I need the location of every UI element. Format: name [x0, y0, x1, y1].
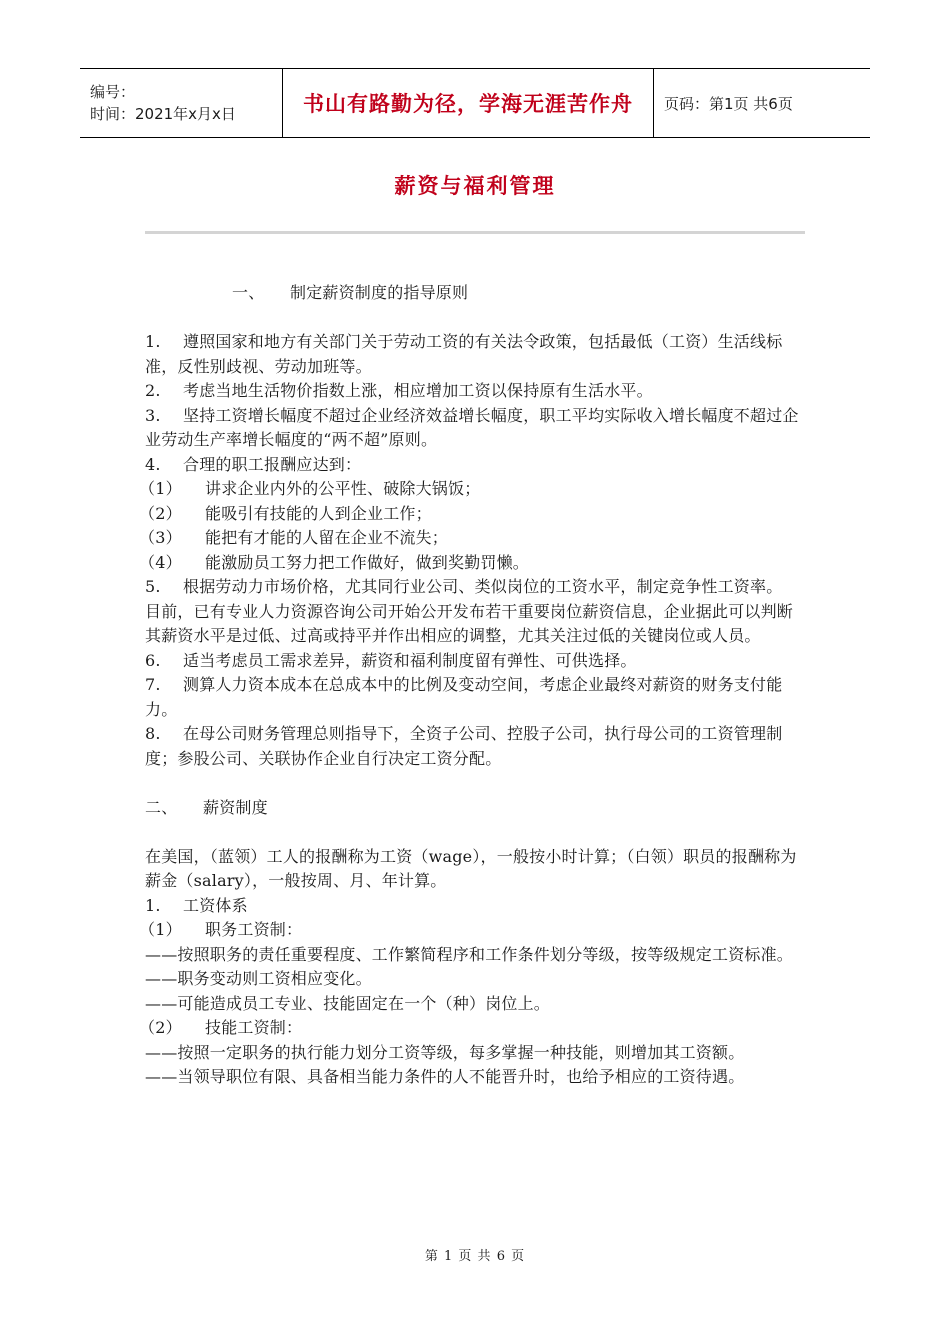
list-item: 7. 测算人力资本成本在总成本中的比例及变动空间，考虑企业最终对薪资的财务支付能力。	[145, 675, 783, 719]
list-item: 1. 遵照国家和地方有关部门关于劳动工资的有关法令政策，包括最低（工资）生活线标准，反性别歧视、劳动加班等。	[145, 332, 783, 376]
dash-line: ——按照职务的责任重要程度、工作繁简程序和工作条件划分等级，按等级规定工资标准。	[145, 944, 794, 964]
dash-line: ——当领导职位有限、具备相当能力条件的人不能晋升时，也给予相应的工资待遇。	[145, 1067, 745, 1086]
section-number: 一、	[232, 283, 265, 302]
page-footer: 第 1 页 共 6 页	[424, 1249, 526, 1264]
list-item: 5. 根据劳动力市场价格，尤其同行业公司、类似岗位的工资水平，制定竞争性工资率。	[145, 577, 783, 596]
list-item: 3. 坚持工资增长幅度不超过企业经济效益增长幅度，职工平均实际收入增长幅度不超过企业劳动生产率增长幅度的“两不超”原则。	[145, 405, 799, 449]
title-divider	[145, 231, 805, 234]
sub-list-item: （1） 讲求企业内外的公平性、破除大锅饭；	[139, 479, 481, 498]
document-body	[139, 281, 800, 1090]
sub-list-item: （4） 能激励员工努力把工作做好，做到奖勤罚懒。	[139, 552, 530, 572]
document-time-label: 时间：2021年x月x日	[90, 105, 236, 123]
header-motto: 书山有路勤为径，学海无涯苦作舟	[282, 69, 654, 137]
list-item: 8. 在母公司财务管理总则指导下，全资子公司、控股子公司，执行母公司的工资管理制度；参股公司、关联协作企业自行决定工资分配。	[145, 724, 783, 768]
list-item: 2. 考虑当地生活物价指数上涨，相应增加工资以保持原有生活水平。	[145, 381, 653, 400]
list-item: 6. 适当考虑员工需求差异，薪资和福利制度留有弹性、可供选择。	[145, 650, 637, 670]
intro-paragraph: 在美国，（蓝领）工人的报酬称为工资（wage），一般按小时计算；（白领）职员的报酬称为薪金（salary），一般按周、月、年计算。	[145, 846, 797, 890]
sub-list-item: （2） 技能工资制：	[139, 1018, 303, 1037]
document-number-label: 编号：	[90, 83, 136, 101]
section-number: 二、	[145, 797, 178, 817]
section-heading-2	[145, 796, 800, 821]
sub-list-item: （1） 职务工资制：	[139, 920, 303, 939]
list-item: 4. 合理的职工报酬应达到：	[145, 454, 362, 474]
dash-line: ——可能造成员工专业、技能固定在一个（种）岗位上。	[145, 993, 551, 1013]
section-title: 制定薪资制度的指导原则	[290, 283, 469, 302]
list-item: 1. 工资体系	[145, 895, 248, 915]
header-table	[80, 68, 870, 138]
header-page-info: 页码：第1页 共6页	[664, 94, 793, 113]
note-paragraph: 目前，已有专业人力资源咨询公司开始公开发布若干重要岗位薪资信息，企业据此可以判断其薪资水平是过低、过高或持平并作出相应的调整，尤其关注过低的关键岗位或人员。	[145, 601, 794, 645]
sub-list-item: （2） 能吸引有技能的人到企业工作；	[139, 503, 432, 523]
dash-line: ——职务变动则工资相应变化。	[145, 969, 372, 988]
dash-line: ——按照一定职务的执行能力划分工资等级，每多掌握一种技能，则增加其工资额。	[145, 1042, 745, 1062]
header-meta-cell	[80, 69, 282, 137]
section-heading-1	[145, 281, 800, 306]
section-title: 薪资制度	[203, 797, 268, 817]
document-title: 薪资与福利管理	[394, 174, 556, 198]
sub-list-item: （3） 能把有才能的人留在企业不流失；	[139, 528, 449, 547]
